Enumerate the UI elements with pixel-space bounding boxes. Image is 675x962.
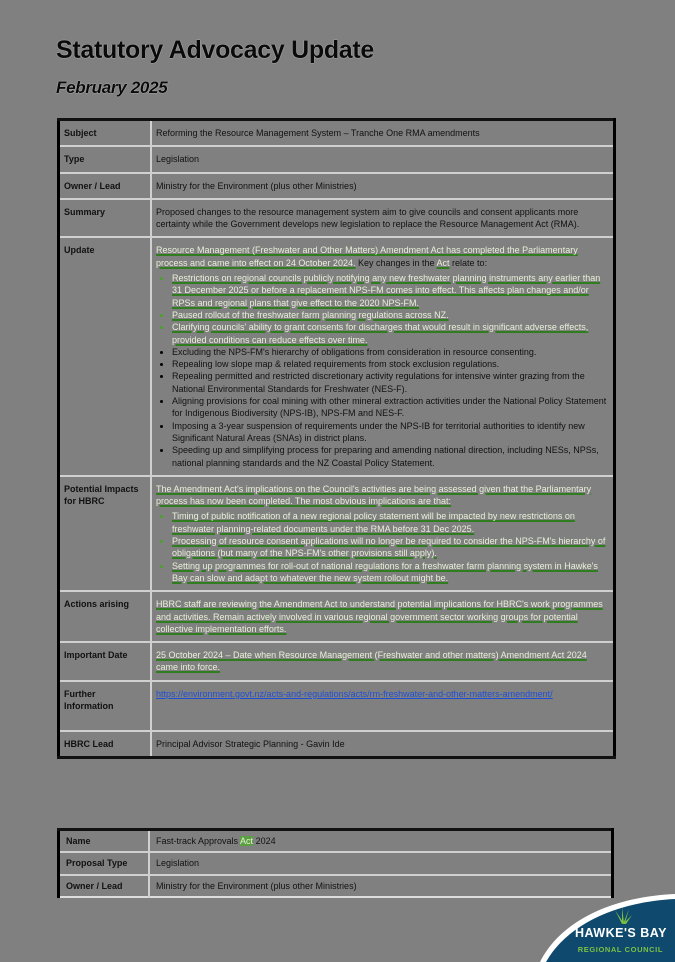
act-link[interactable]: Act [436, 257, 450, 268]
advocacy-table-rma [57, 118, 616, 759]
update-intro-text-end: relate to: [449, 257, 488, 268]
row-label: Summary [59, 199, 152, 238]
page-subtitle-date: February 2025 [56, 78, 168, 97]
list-item: • Speeding up and simplifying process for preparing and amending national direction, including NESs, NPSs, national planning standards and the NZ Coastal Policy Statement. [172, 444, 609, 469]
advocacy-table-fast-track [57, 828, 614, 898]
update-bullets [156, 346, 609, 469]
table-row-name [59, 830, 613, 853]
highlighted-act: Act [240, 836, 254, 846]
list-item: • Paused rollout of the freshwater farm planning regulations across NZ. [172, 309, 609, 321]
row-value [151, 476, 615, 591]
row-label: Actions arising [59, 591, 152, 642]
table-row-actions [59, 591, 615, 642]
row-label: Name [59, 830, 150, 853]
row-label: Owner / Lead [59, 875, 150, 897]
table-row-owner [59, 173, 615, 199]
row-value: Reforming the Resource Management System – Tranche One RMA amendments [156, 128, 480, 138]
table-row-owner [59, 875, 613, 897]
impacts-intro[interactable]: The Amendment Act's implications on the Council's activities are being assessed given that the Parliamentary process has now been completed. The most obvious implications are that: [156, 483, 592, 507]
row-label: Important Date [59, 642, 152, 681]
update-intro-text: Key changes in the [355, 257, 437, 268]
list-item: • Restrictions on regional councils publicly notifying any new freshwater planning instruments any earlier than 31 December 2025 or before a replacement NPS-FM comes into effect. This affects plan changes and/or RPSs and regional plans that give effect to the 2020 NPS-FM. [172, 272, 609, 309]
list-item: • Excluding the NPS-FM's hierarchy of obligations from consideration in resource consenting. [172, 346, 609, 358]
row-label: Potential Impacts for HBRC [59, 476, 152, 591]
table-row-update [59, 237, 615, 475]
row-value: Ministry for the Environment (plus other Ministries) [149, 875, 613, 897]
logo-subtitle: REGIONAL COUNCIL [577, 945, 663, 954]
list-item: • Repealing permitted and restricted discretionary activity regulations for intensive winter grazing from the National Environmental Standards for Freshwater (NES-F). [172, 370, 609, 395]
row-value: Legislation [149, 852, 613, 874]
row-value: Principal Advisor Strategic Planning - Gavin Ide [151, 731, 615, 758]
row-value: Legislation [151, 146, 615, 172]
table-row-impacts [59, 476, 615, 591]
logo-name: HAWKE'S BAY [574, 926, 667, 940]
list-item: • Timing of public notification of a new regional policy statement will be impacted by new restrictions on freshwater planning-related documents under the RMA before 31 Dec 2025. [172, 510, 609, 535]
list-item: • Aligning provisions for coal mining with other mineral extraction activities under the National Policy Statement for Indigenous Biodiversity (NPS-IB), NPS-FM and NES-F. [172, 395, 609, 420]
row-value: 25 October 2024 – Date when Resource Management (Freshwater and other matters) Amendment Act 2024 came into force. [151, 642, 615, 681]
impacts-bullets [156, 510, 609, 584]
row-value [151, 237, 615, 475]
update-green-bullets [156, 272, 609, 346]
list-item: • Setting up programmes for roll-out of national regulations for a freshwater farm planning system in Hawke's Bay can slow and adapt to whatever the new system rollout might be. [172, 560, 609, 585]
list-item: • Clarifying councils' ability to grant consents for discharges that would result in significant adverse effects, provided conditions can reduce effects over time. [172, 321, 609, 346]
hbrc-logo [540, 882, 675, 962]
table-row-proposal-type [59, 852, 613, 874]
row-label: Subject [59, 120, 152, 147]
row-label: Further Information [59, 681, 152, 731]
table-row-summary [59, 199, 615, 238]
update-intro-link[interactable]: Resource Management (Freshwater and Other Matters) Amendment Act has completed the Parliamentary process and came into effect on 24 October 2024. [156, 245, 578, 268]
row-label: Proposal Type [59, 852, 150, 874]
table-row-hbrc-lead [59, 731, 615, 758]
table-row-important-date [59, 642, 615, 681]
table-row-subject [59, 120, 615, 147]
row-label: HBRC Lead [59, 731, 152, 758]
row-label: Type [59, 146, 152, 172]
list-item: • Imposing a 3-year suspension of requirements under the NPS-IB for territorial authorities to identify new Significant Natural Areas (SNAs) in district plans. [172, 420, 609, 445]
row-value: Fast-track Approvals Act 2024 [156, 836, 276, 846]
row-value: HBRC staff are reviewing the Amendment Act to understand potential implications for HBRC's work programmes and activities. Remain actively involved in various regional government sector working groups for potential collective implementation efforts. [151, 591, 615, 642]
table-row-type [59, 146, 615, 172]
table-row-further-info [59, 681, 615, 731]
further-info-link[interactable]: https://environment.govt.nz/acts-and-regulations/acts/rm-freshwater-and-other-matters-amendment/ [156, 688, 553, 699]
row-value [151, 681, 615, 731]
list-item: • Repealing low slope map & related requirements from stock exclusion regulations. [172, 358, 609, 370]
row-label: Owner / Lead [59, 173, 152, 199]
page-title: Statutory Advocacy Update [56, 36, 375, 64]
row-value: Proposed changes to the resource management system aim to give councils and consent applicants more certainty while the Government develops new legislation to replace the Resource Management Act (RMA). [151, 199, 615, 238]
leaf-icon [611, 906, 633, 924]
row-value: Ministry for the Environment (plus other Ministries) [151, 173, 615, 199]
row-label: Update [59, 237, 152, 475]
list-item: • Processing of resource consent applications will no longer be required to consider the NPS-FM's hierarchy of obligations (but many of the NPS-FM's other provisions still apply). [172, 535, 609, 560]
